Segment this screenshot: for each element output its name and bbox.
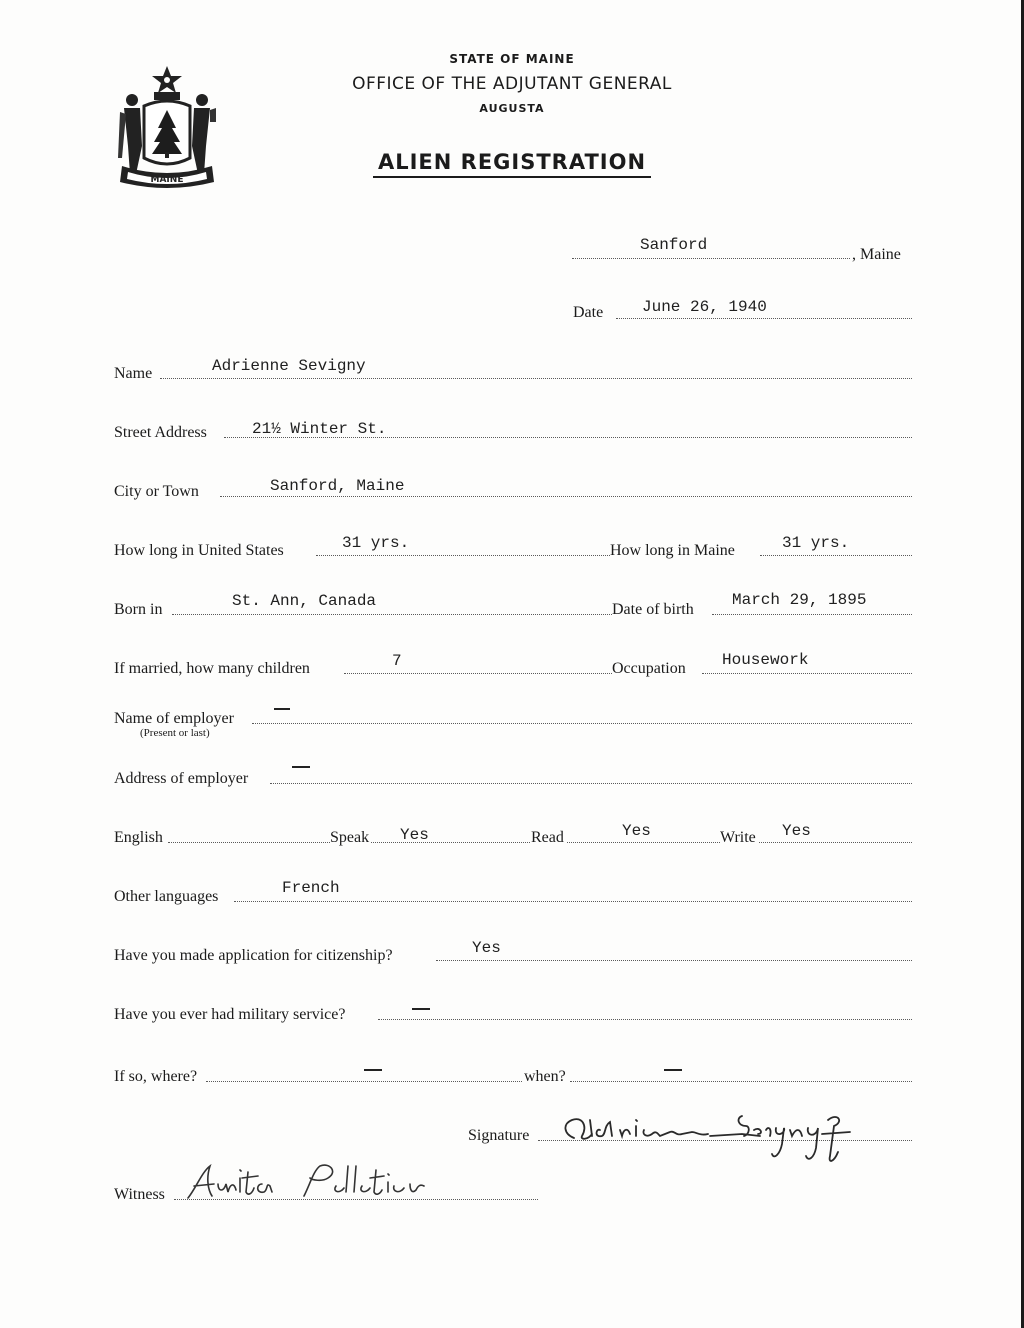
date-label: Date: [573, 304, 604, 321]
name-value[interactable]: Adrienne Sevigny: [212, 357, 366, 375]
citizenship-value[interactable]: Yes: [472, 939, 501, 957]
other-languages-label: Other languages: [114, 888, 219, 905]
seal-text: MAINE: [150, 175, 184, 185]
occupation-value[interactable]: Housework: [722, 651, 809, 669]
signature-label: Signature: [468, 1127, 530, 1144]
location-suffix: , Maine: [852, 246, 901, 263]
where-line[interactable]: [206, 1081, 522, 1082]
city-label: City or Town: [114, 483, 199, 500]
header-state: STATE OF MAINE: [449, 52, 575, 66]
signature-handwriting: [560, 1104, 900, 1168]
born-in-value[interactable]: St. Ann, Canada: [232, 592, 377, 610]
employer-address-line[interactable]: [270, 783, 912, 784]
date-value[interactable]: June 26, 1940: [642, 298, 767, 316]
header-city: AUGUSTA: [479, 102, 545, 115]
when-label: when?: [524, 1068, 566, 1085]
us-duration-line: [316, 555, 610, 556]
maine-duration-label: How long in Maine: [610, 542, 735, 559]
born-in-line: [172, 614, 612, 615]
military-label: Have you ever had military service?: [114, 1006, 346, 1023]
dob-label: Date of birth: [612, 601, 694, 618]
location-line: [572, 258, 850, 259]
employer-line[interactable]: [252, 723, 912, 724]
city-line: [220, 496, 912, 497]
english-label: English: [114, 829, 163, 846]
header-office: OFFICE OF THE ADJUTANT GENERAL: [352, 74, 672, 94]
dob-value[interactable]: March 29, 1895: [732, 591, 867, 609]
employer-label: Name of employer: [114, 710, 234, 727]
employer-sublabel: (Present or last): [140, 727, 210, 739]
children-value[interactable]: 7: [392, 652, 402, 670]
city-value[interactable]: Sanford, Maine: [270, 477, 405, 495]
other-languages-value[interactable]: French: [282, 879, 340, 897]
when-dash: [664, 1069, 682, 1071]
name-label: Name: [114, 365, 153, 382]
dob-line: [712, 614, 912, 615]
military-dash: [412, 1008, 430, 1010]
speak-label: Speak: [330, 829, 370, 846]
children-label: If married, how many children: [114, 660, 310, 677]
read-label: Read: [531, 829, 564, 846]
street-value[interactable]: 21½ Winter St.: [252, 420, 387, 438]
military-line[interactable]: [378, 1019, 912, 1020]
citizenship-label: Have you made application for citizenship?: [114, 947, 393, 964]
write-value[interactable]: Yes: [782, 822, 811, 840]
employer-dash: [274, 708, 290, 710]
title-underline: [373, 176, 651, 178]
where-dash: [364, 1069, 382, 1071]
date-line: [616, 318, 912, 319]
speak-value[interactable]: Yes: [400, 826, 429, 844]
witness-label: Witness: [114, 1186, 165, 1203]
born-in-label: Born in: [114, 601, 163, 618]
employer-address-label: Address of employer: [114, 770, 249, 787]
us-duration-value[interactable]: 31 yrs.: [342, 534, 410, 552]
read-value[interactable]: Yes: [622, 822, 651, 840]
write-label: Write: [720, 829, 756, 846]
occupation-line: [702, 673, 912, 674]
form-title: ALIEN REGISTRATION: [377, 150, 647, 174]
street-label: Street Address: [114, 424, 207, 441]
witness-handwriting: [180, 1158, 500, 1208]
employer-address-dash: [292, 766, 310, 768]
other-languages-line: [234, 901, 912, 902]
occupation-label: Occupation: [612, 660, 686, 677]
us-duration-label: How long in United States: [114, 542, 284, 559]
maine-duration-value[interactable]: 31 yrs.: [782, 534, 850, 552]
children-line: [344, 673, 612, 674]
location-value[interactable]: Sanford: [640, 236, 708, 254]
citizenship-line: [436, 960, 912, 961]
where-label: If so, where?: [114, 1068, 198, 1085]
maine-duration-line: [760, 555, 912, 556]
when-line[interactable]: [570, 1081, 912, 1082]
name-line: [160, 378, 912, 379]
